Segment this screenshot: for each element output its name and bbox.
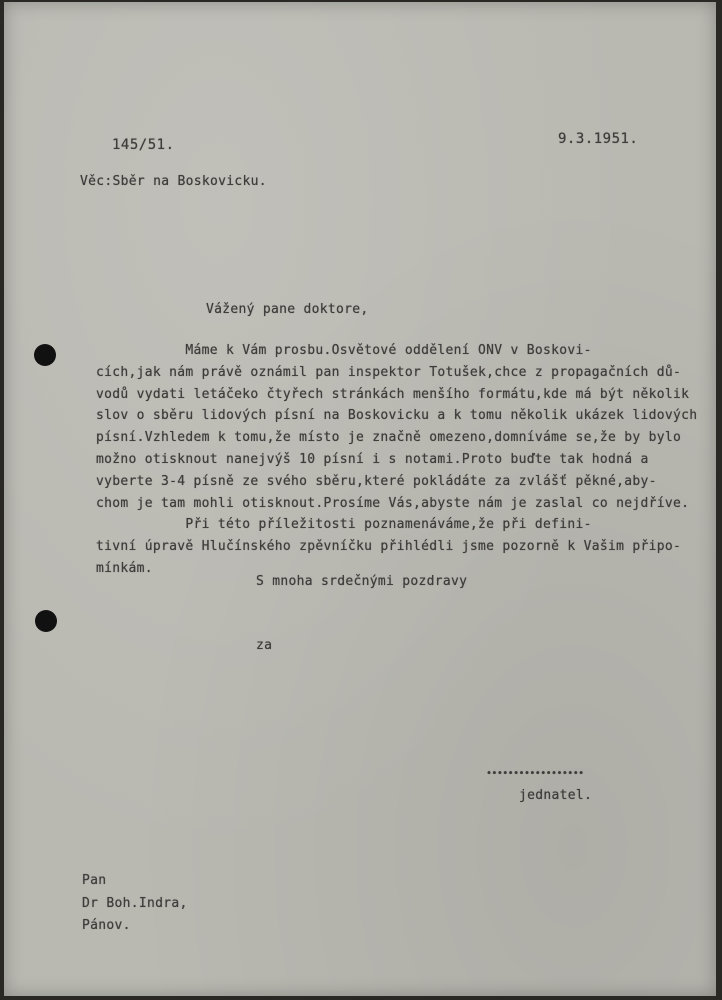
subject-line: Věc:Sběr na Boskovicku. xyxy=(80,174,267,189)
letter-body xyxy=(96,340,716,580)
body-line: možno otisknout nanejvýš 10 písní i s notami.Proto buďte tak hodná a xyxy=(96,451,649,467)
body-line: mínkám. xyxy=(96,560,153,576)
body-line: písní.Vzhledem k tomu,že místo je značně omezeno,domníváme se,že by bylo xyxy=(96,430,682,446)
recipient-title: Pan xyxy=(82,873,107,888)
closing-greeting: S mnoha srdečnými pozdravy xyxy=(256,574,468,589)
body-line: chom je tam mohli otisknout.Prosíme Vás,abyste nám je zaslal co nejdříve. xyxy=(96,495,690,511)
punch-hole-top xyxy=(34,344,56,366)
body-line: Při této příležitosti poznamenáváme,že při defini- xyxy=(96,517,592,533)
letter-page xyxy=(4,2,716,996)
body-line: vodů vydati letáčeko čtyřech stránkách menšího formátu,kde má být několik xyxy=(96,386,690,402)
signature-title: jednatel. xyxy=(519,788,593,803)
signature-line: •••••••••••••••••• xyxy=(486,768,584,779)
punch-hole-bottom xyxy=(35,610,57,632)
letter-date: 9.3.1951. xyxy=(558,131,639,147)
body-line: Máme k Vám prosbu.Osvětové oddělení ONV v Boskovi- xyxy=(96,343,592,358)
body-line: vyberte 3-4 písně ze svého sběru,které pokládáte za zvlášť pěkné,aby- xyxy=(96,473,657,489)
salutation: Vážený pane doktore, xyxy=(206,302,369,317)
reference-number: 145/51. xyxy=(112,137,175,153)
body-line: slov o sběru lidových písní na Boskovicku a k tomu několik ukázek lidových xyxy=(96,408,698,424)
body-line: cích,jak nám právě oznámil pan inspektor Totušek,chce z propagačních dů- xyxy=(96,364,682,380)
za-label: za xyxy=(256,638,273,653)
recipient-place: Pánov. xyxy=(82,918,131,933)
body-line: tivní úpravě Hlučínského zpěvníčku přihlédli jsme pozorně k Vašim připo- xyxy=(96,539,682,555)
recipient-name: Dr Boh.Indra, xyxy=(82,896,188,911)
